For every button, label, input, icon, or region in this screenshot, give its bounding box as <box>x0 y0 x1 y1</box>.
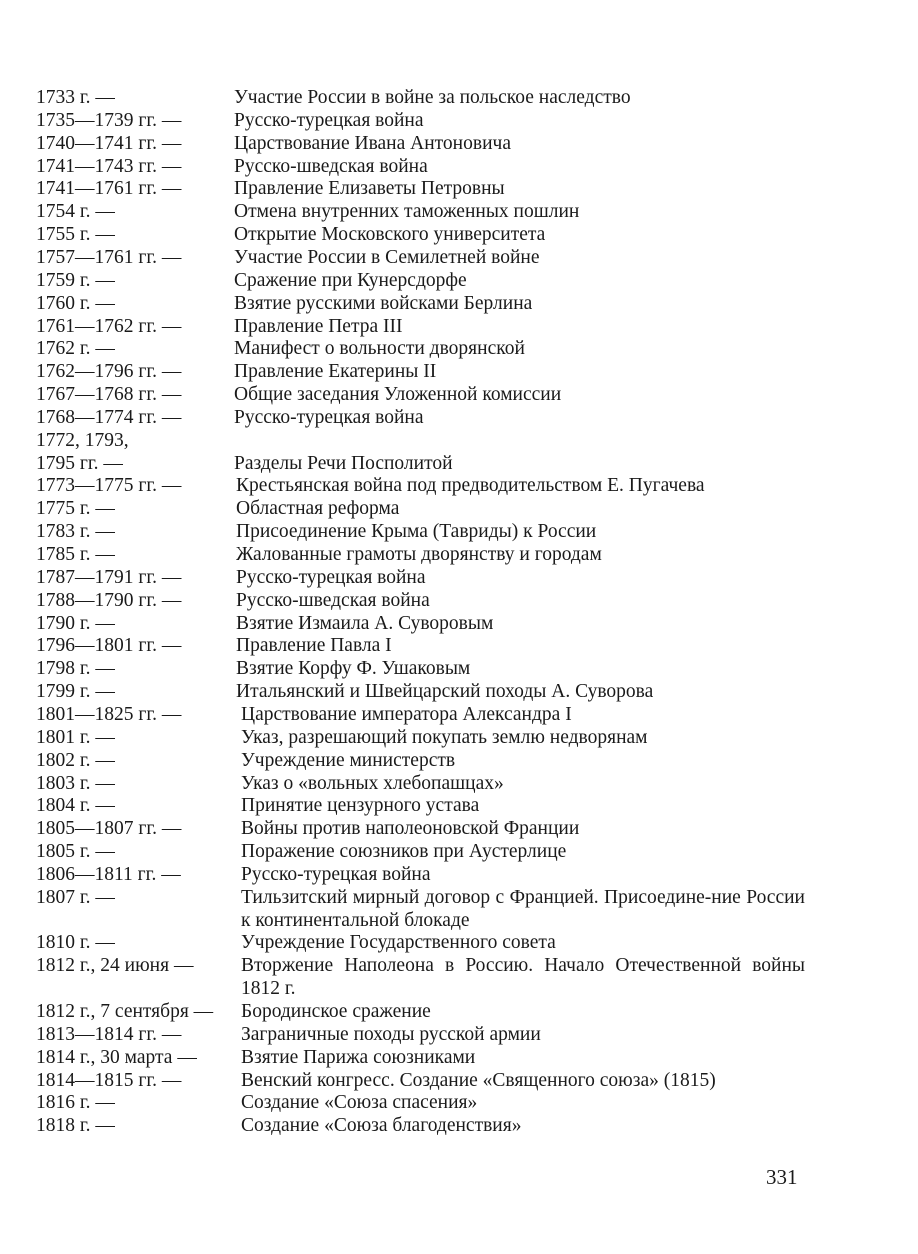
entry-event: Правление Екатерины II <box>234 361 437 383</box>
entry-date: 1807 г. — <box>36 886 115 908</box>
entry-date: 1812 г., 24 июня — <box>36 955 194 977</box>
entry-event: Областная реформа <box>236 498 400 520</box>
entry-date: 1799 г. — <box>36 681 115 703</box>
entry-date: 1801—1825 гг. — <box>36 703 182 725</box>
entry-event: Участие России в Семилетней войне <box>234 246 540 268</box>
entry-date: 1805—1807 гг. — <box>36 818 182 840</box>
entry-event: Крестьянская война под предводительством Е. Пугачева <box>236 475 705 497</box>
entry-date: 1814 г., 30 марта — <box>36 1046 197 1068</box>
entry-event: Царствование императора Александра I <box>241 703 572 725</box>
entry-event: Тильзитский мирный договор с Францией. Присоедине-ние России к континентальной блокаде <box>241 886 805 931</box>
entry-event: Венский конгресс. Создание «Священного союза» (1815) <box>241 1069 716 1091</box>
entry-date: 1812 г., 7 сентября — <box>36 1001 214 1022</box>
entry-date: 1796—1801 гг. — <box>36 635 182 657</box>
entry-date: 1785 г. — <box>36 544 115 565</box>
entry-date: 1733 г. — <box>36 87 115 108</box>
entry-event: Отмена внутренних таможенных пошлин <box>234 201 580 223</box>
entry-date: 1768—1774 гг. — <box>36 406 182 428</box>
entry-event: Взятие русскими войсками Берлина <box>234 292 533 314</box>
entry-date: 1813—1814 гг. — <box>36 1023 182 1045</box>
entry-date: 1788—1790 гг. — <box>36 589 182 611</box>
entry-event: Заграничные походы русской армии <box>241 1023 541 1045</box>
entry-event: Указ, разрешающий покупать землю недворянам <box>241 726 648 748</box>
entry-date: 1802 г. — <box>36 749 115 771</box>
entry-event: Русско-турецкая война <box>241 863 431 885</box>
entry-event: Участие России в войне за польское наследство <box>234 87 631 108</box>
entry-date: 1814—1815 гг. — <box>36 1069 182 1091</box>
entry-date: 1740—1741 гг. — <box>36 132 182 154</box>
entry-event: Взятие Корфу Ф. Ушаковым <box>236 658 471 680</box>
entry-event: Указ о «вольных хлебопашцах» <box>241 772 504 794</box>
entry-event: Разделы Речи Посполитой <box>234 452 453 474</box>
entry-event: Взятие Парижа союзниками <box>241 1046 476 1068</box>
entry-date: 1741—1743 гг. — <box>36 155 182 177</box>
entry-date: 1767—1768 гг. — <box>36 384 182 406</box>
entry-event: Царствование Ивана Антоновича <box>234 132 511 154</box>
entry-date: 1741—1761 гг. — <box>36 178 182 200</box>
entry-event: Присоединение Крыма (Тавриды) к России <box>236 521 597 543</box>
entry-date: 1735—1739 гг. — <box>36 109 182 131</box>
entry-event: Бородинское сражение <box>241 1001 431 1022</box>
entry-event: Создание «Союза спасения» <box>241 1092 478 1114</box>
entry-date: 1759 г. — <box>36 269 115 291</box>
entry-event: Правление Петра III <box>234 315 403 337</box>
entry-event: Поражение союзников при Аустерлице <box>241 841 567 863</box>
entry-event: Общие заседания Уложенной комиссии <box>234 384 562 406</box>
entry-date: 1790 г. — <box>36 612 115 634</box>
entry-event: Итальянский и Швейцарский походы А. Суворова <box>236 681 654 703</box>
entry-date: 1783 г. — <box>36 521 115 543</box>
entry-event: Учреждение министерств <box>241 749 456 771</box>
entry-event: Создание «Союза благоденствия» <box>241 1115 522 1137</box>
entry-event: Войны против наполеоновской Франции <box>241 818 580 840</box>
entry-event: Открытие Московского университета <box>234 224 546 246</box>
entry-event: Правление Елизаветы Петровны <box>234 178 505 200</box>
entry-date: 1803 г. — <box>36 772 115 794</box>
entry-date: 1795 гг. — <box>36 452 123 474</box>
entry-date: 1772, 1793, <box>36 429 129 451</box>
entry-event: Жалованные грамоты дворянству и городам <box>236 544 602 565</box>
entry-date: 1804 г. — <box>36 795 115 817</box>
entry-event: Правление Павла I <box>236 635 392 657</box>
entry-date: 1761—1762 гг. — <box>36 315 182 337</box>
entry-event: Взятие Измаила А. Суворовым <box>236 612 494 634</box>
entry-date: 1762 г. — <box>36 338 115 360</box>
entry-event: Сражение при Кунерсдорфе <box>234 269 467 291</box>
entry-date: 1805 г. — <box>36 841 115 863</box>
entry-date: 1787—1791 гг. — <box>36 566 182 588</box>
entry-date: 1818 г. — <box>36 1115 115 1137</box>
entry-event: Учреждение Государственного совета <box>241 932 556 954</box>
entry-date: 1760 г. — <box>36 292 115 314</box>
entry-event: Вторжение Наполеона в Россию. Начало Отечественной войны 1812 г. <box>241 955 805 1000</box>
entry-event: Русско-турецкая война <box>234 406 424 428</box>
entry-date: 1801 г. — <box>36 726 115 748</box>
entry-event: Русско-турецкая война <box>236 566 426 588</box>
entry-date: 1773—1775 гг. — <box>36 475 182 497</box>
entry-date: 1757—1761 гг. — <box>36 246 182 268</box>
entry-date: 1798 г. — <box>36 658 115 680</box>
entry-date: 1755 г. — <box>36 224 115 246</box>
entry-event: Русско-турецкая война <box>234 109 424 131</box>
entry-event: Манифест о вольности дворянской <box>234 338 525 360</box>
entry-date: 1810 г. — <box>36 932 115 954</box>
entry-event: Русско-шведская война <box>236 589 430 611</box>
entry-date: 1816 г. — <box>36 1092 115 1114</box>
page-number: 331 <box>766 1165 798 1189</box>
entry-date: 1762—1796 гг. — <box>36 361 182 383</box>
entry-date: 1775 г. — <box>36 498 115 520</box>
entry-date: 1806—1811 гг. — <box>36 863 181 885</box>
entry-event: Русско-шведская война <box>234 155 428 177</box>
entry-event: Принятие цензурного устава <box>241 795 480 817</box>
entry-date: 1754 г. — <box>36 201 115 223</box>
